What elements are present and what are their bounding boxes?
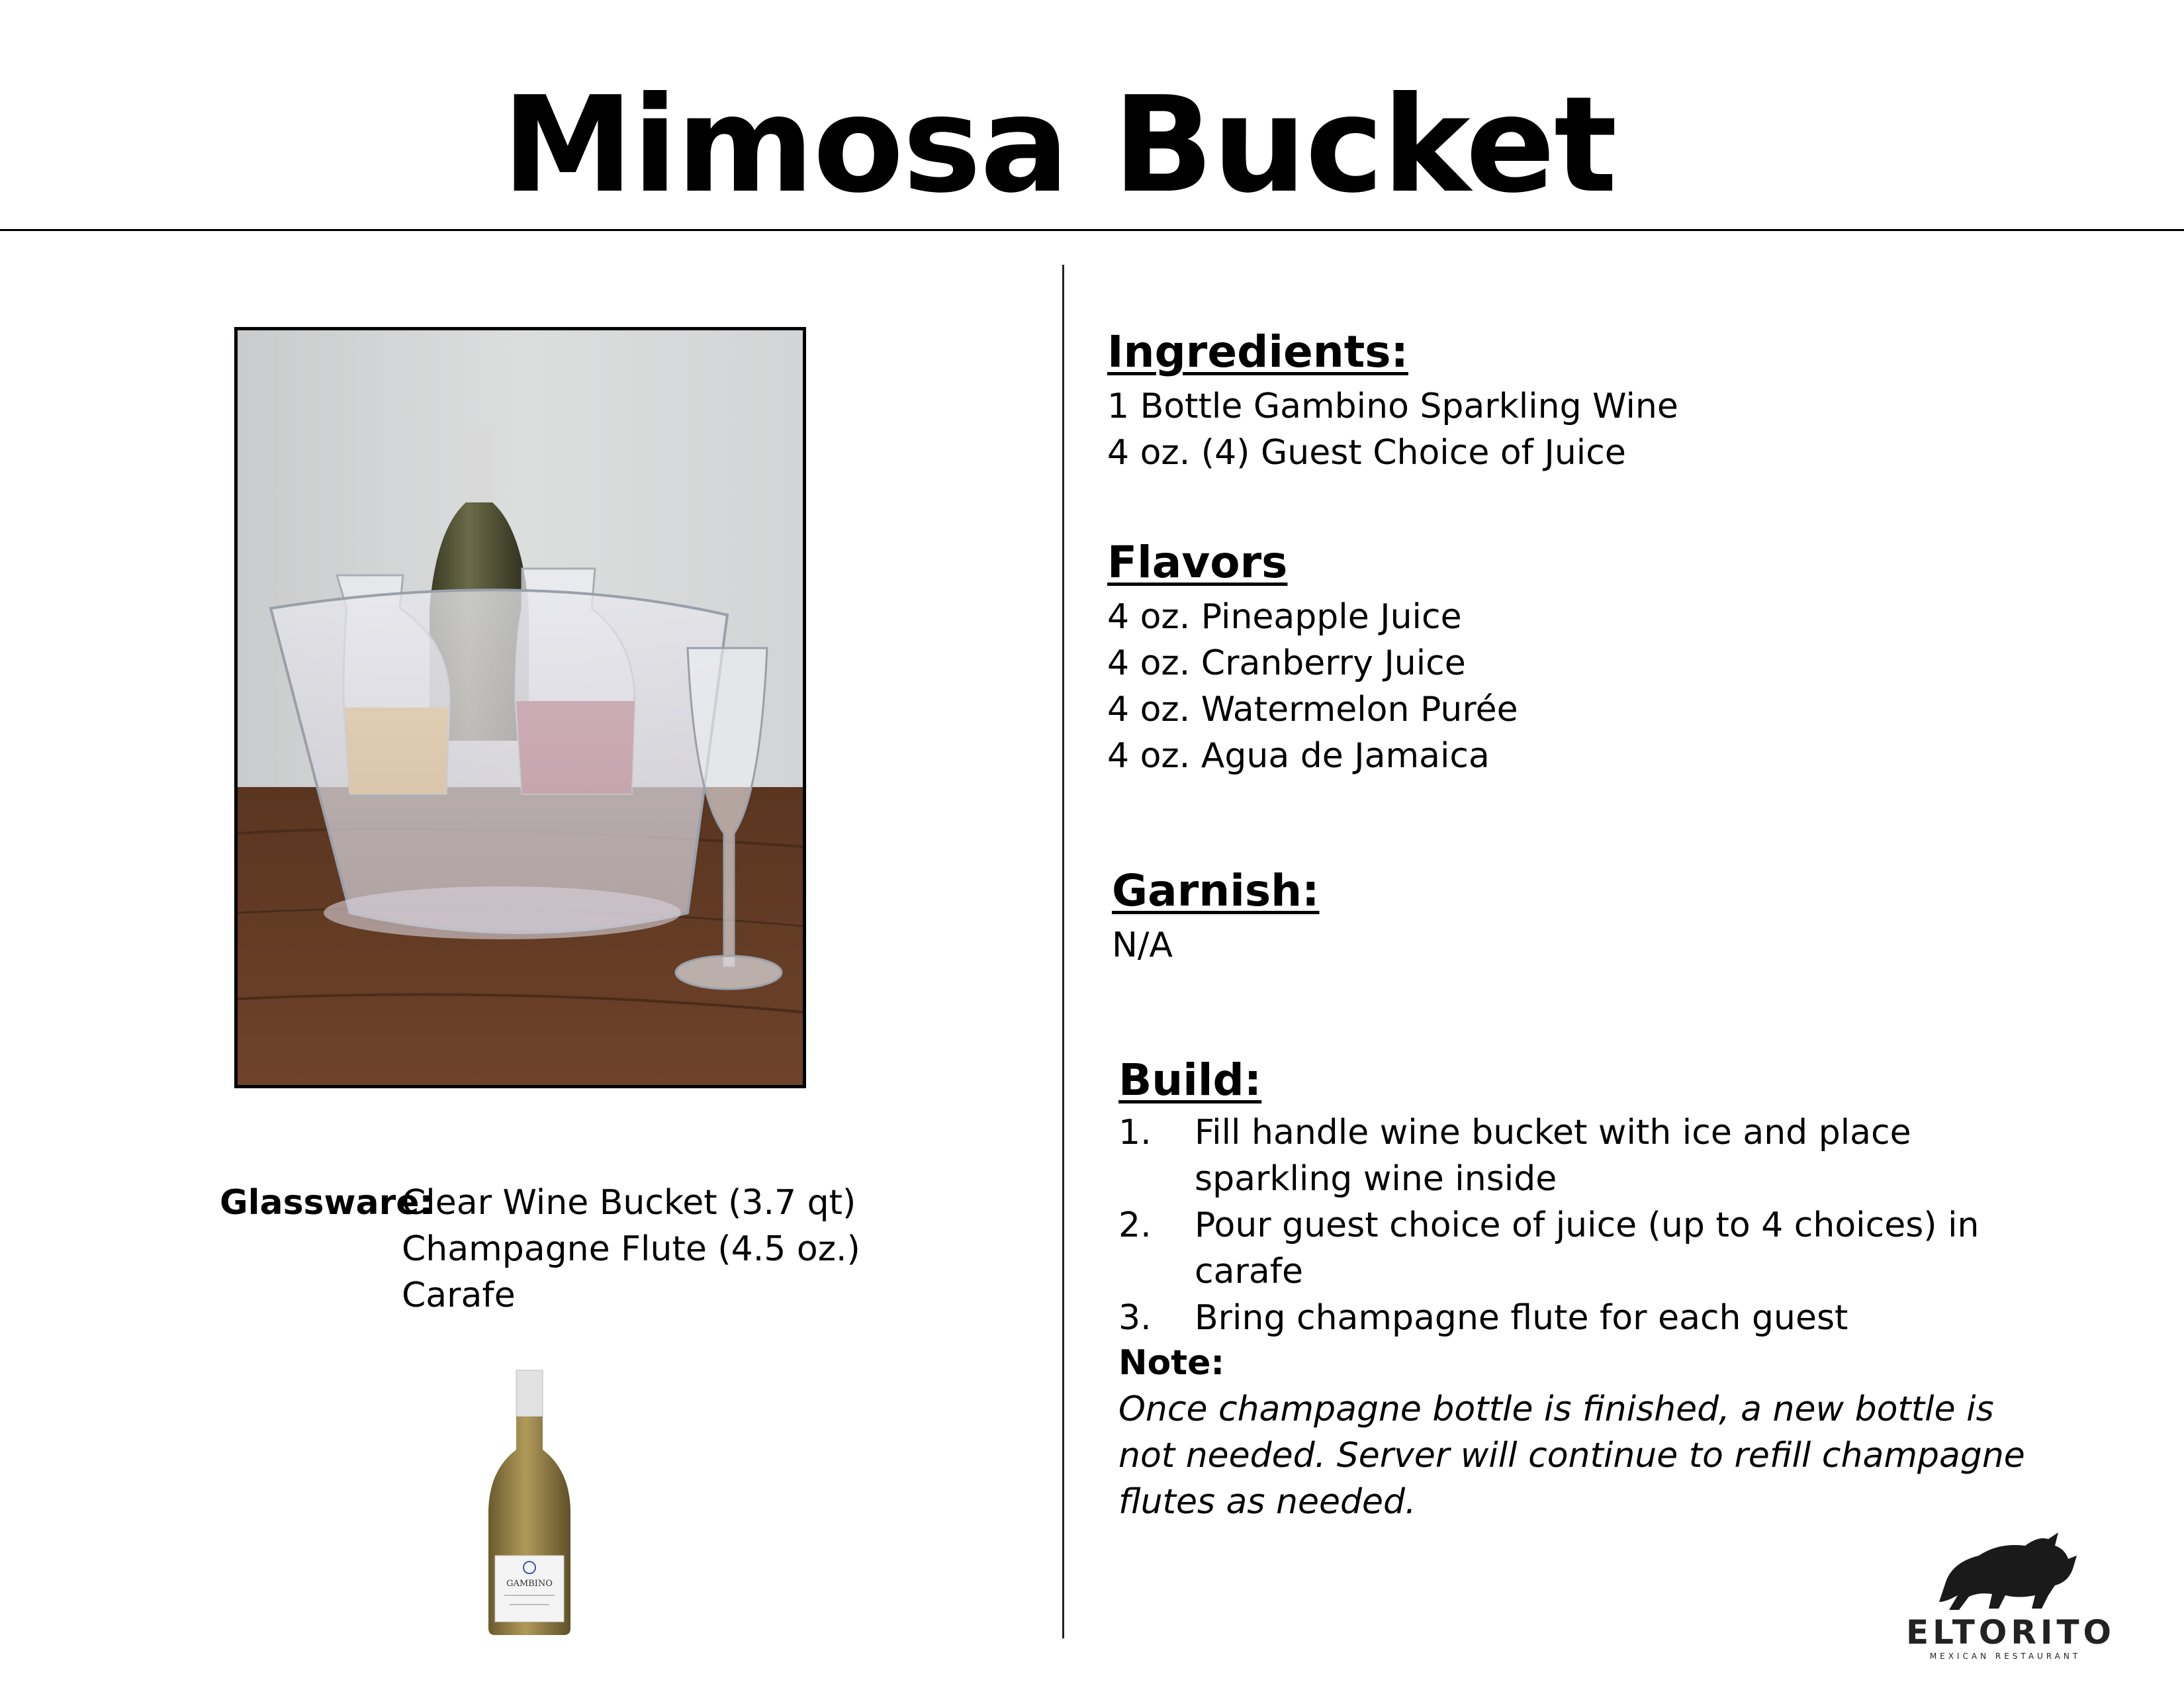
glassware-label: Glassware: (220, 1183, 433, 1223)
logo-wordmark: ELTORITO (1906, 1613, 2116, 1652)
build-step (1118, 1109, 2078, 1202)
glassware-list (402, 1180, 860, 1319)
ingredients-list (1107, 383, 1678, 476)
build-steps (1118, 1109, 2078, 1341)
flavor-item: 4 oz. Cranberry Juice (1107, 643, 1466, 683)
ingredient-item: 4 oz. (4) Guest Choice of Juice (1107, 433, 1626, 473)
flavors-heading: Flavors (1107, 537, 1288, 588)
ingredients-heading: Ingredients: (1107, 326, 1408, 377)
title-divider (0, 229, 2184, 231)
bull-icon (1899, 1523, 2111, 1615)
flavor-item: 4 oz. Agua de Jamaica (1107, 736, 1490, 776)
glassware-item: Clear Wine Bucket (3.7 qt) (402, 1183, 856, 1223)
flavor-item: 4 oz. Watermelon Purée (1107, 690, 1518, 729)
build-step-number: 3. (1118, 1298, 1152, 1338)
glassware-item: Carafe (402, 1276, 516, 1315)
ingredient-item: 1 Bottle Gambino Sparkling Wine (1107, 387, 1678, 426)
note-text: Once champagne bottle is finished, a new bottle is not needed. Server will continue to refill champagne flutes as needed. (1118, 1389, 2025, 1522)
bottle-label-text: GAMBINO (506, 1579, 553, 1589)
note-heading: Note: (1118, 1343, 1225, 1383)
mimosa-bucket-photo (234, 327, 806, 1088)
glassware-item: Champagne Flute (4.5 oz.) (402, 1229, 860, 1269)
build-step-number: 2. (1118, 1205, 1152, 1245)
gambino-bottle-image (463, 1357, 596, 1642)
build-step-text: Bring champagne flute for each guest (1195, 1298, 1848, 1338)
flavors-list (1107, 594, 1518, 779)
build-step-text: Pour guest choice of juice (up to 4 choices) in carafe (1195, 1205, 1979, 1291)
build-heading: Build: (1118, 1055, 1262, 1105)
flavor-item: 4 oz. Pineapple Juice (1107, 597, 1462, 637)
garnish-value: N/A (1112, 925, 1173, 965)
page-title: Mimosa Bucket (502, 68, 1616, 222)
build-step (1118, 1202, 2078, 1295)
logo-tagline: MEXICAN RESTAURANT (1929, 1652, 2081, 1661)
column-divider (1062, 265, 1064, 1638)
build-step-text: Fill handle wine bucket with ice and place sparkling wine inside (1195, 1113, 1911, 1199)
garnish-heading: Garnish: (1112, 865, 1320, 916)
build-step (1118, 1295, 2078, 1341)
build-step-number: 1. (1118, 1113, 1152, 1152)
